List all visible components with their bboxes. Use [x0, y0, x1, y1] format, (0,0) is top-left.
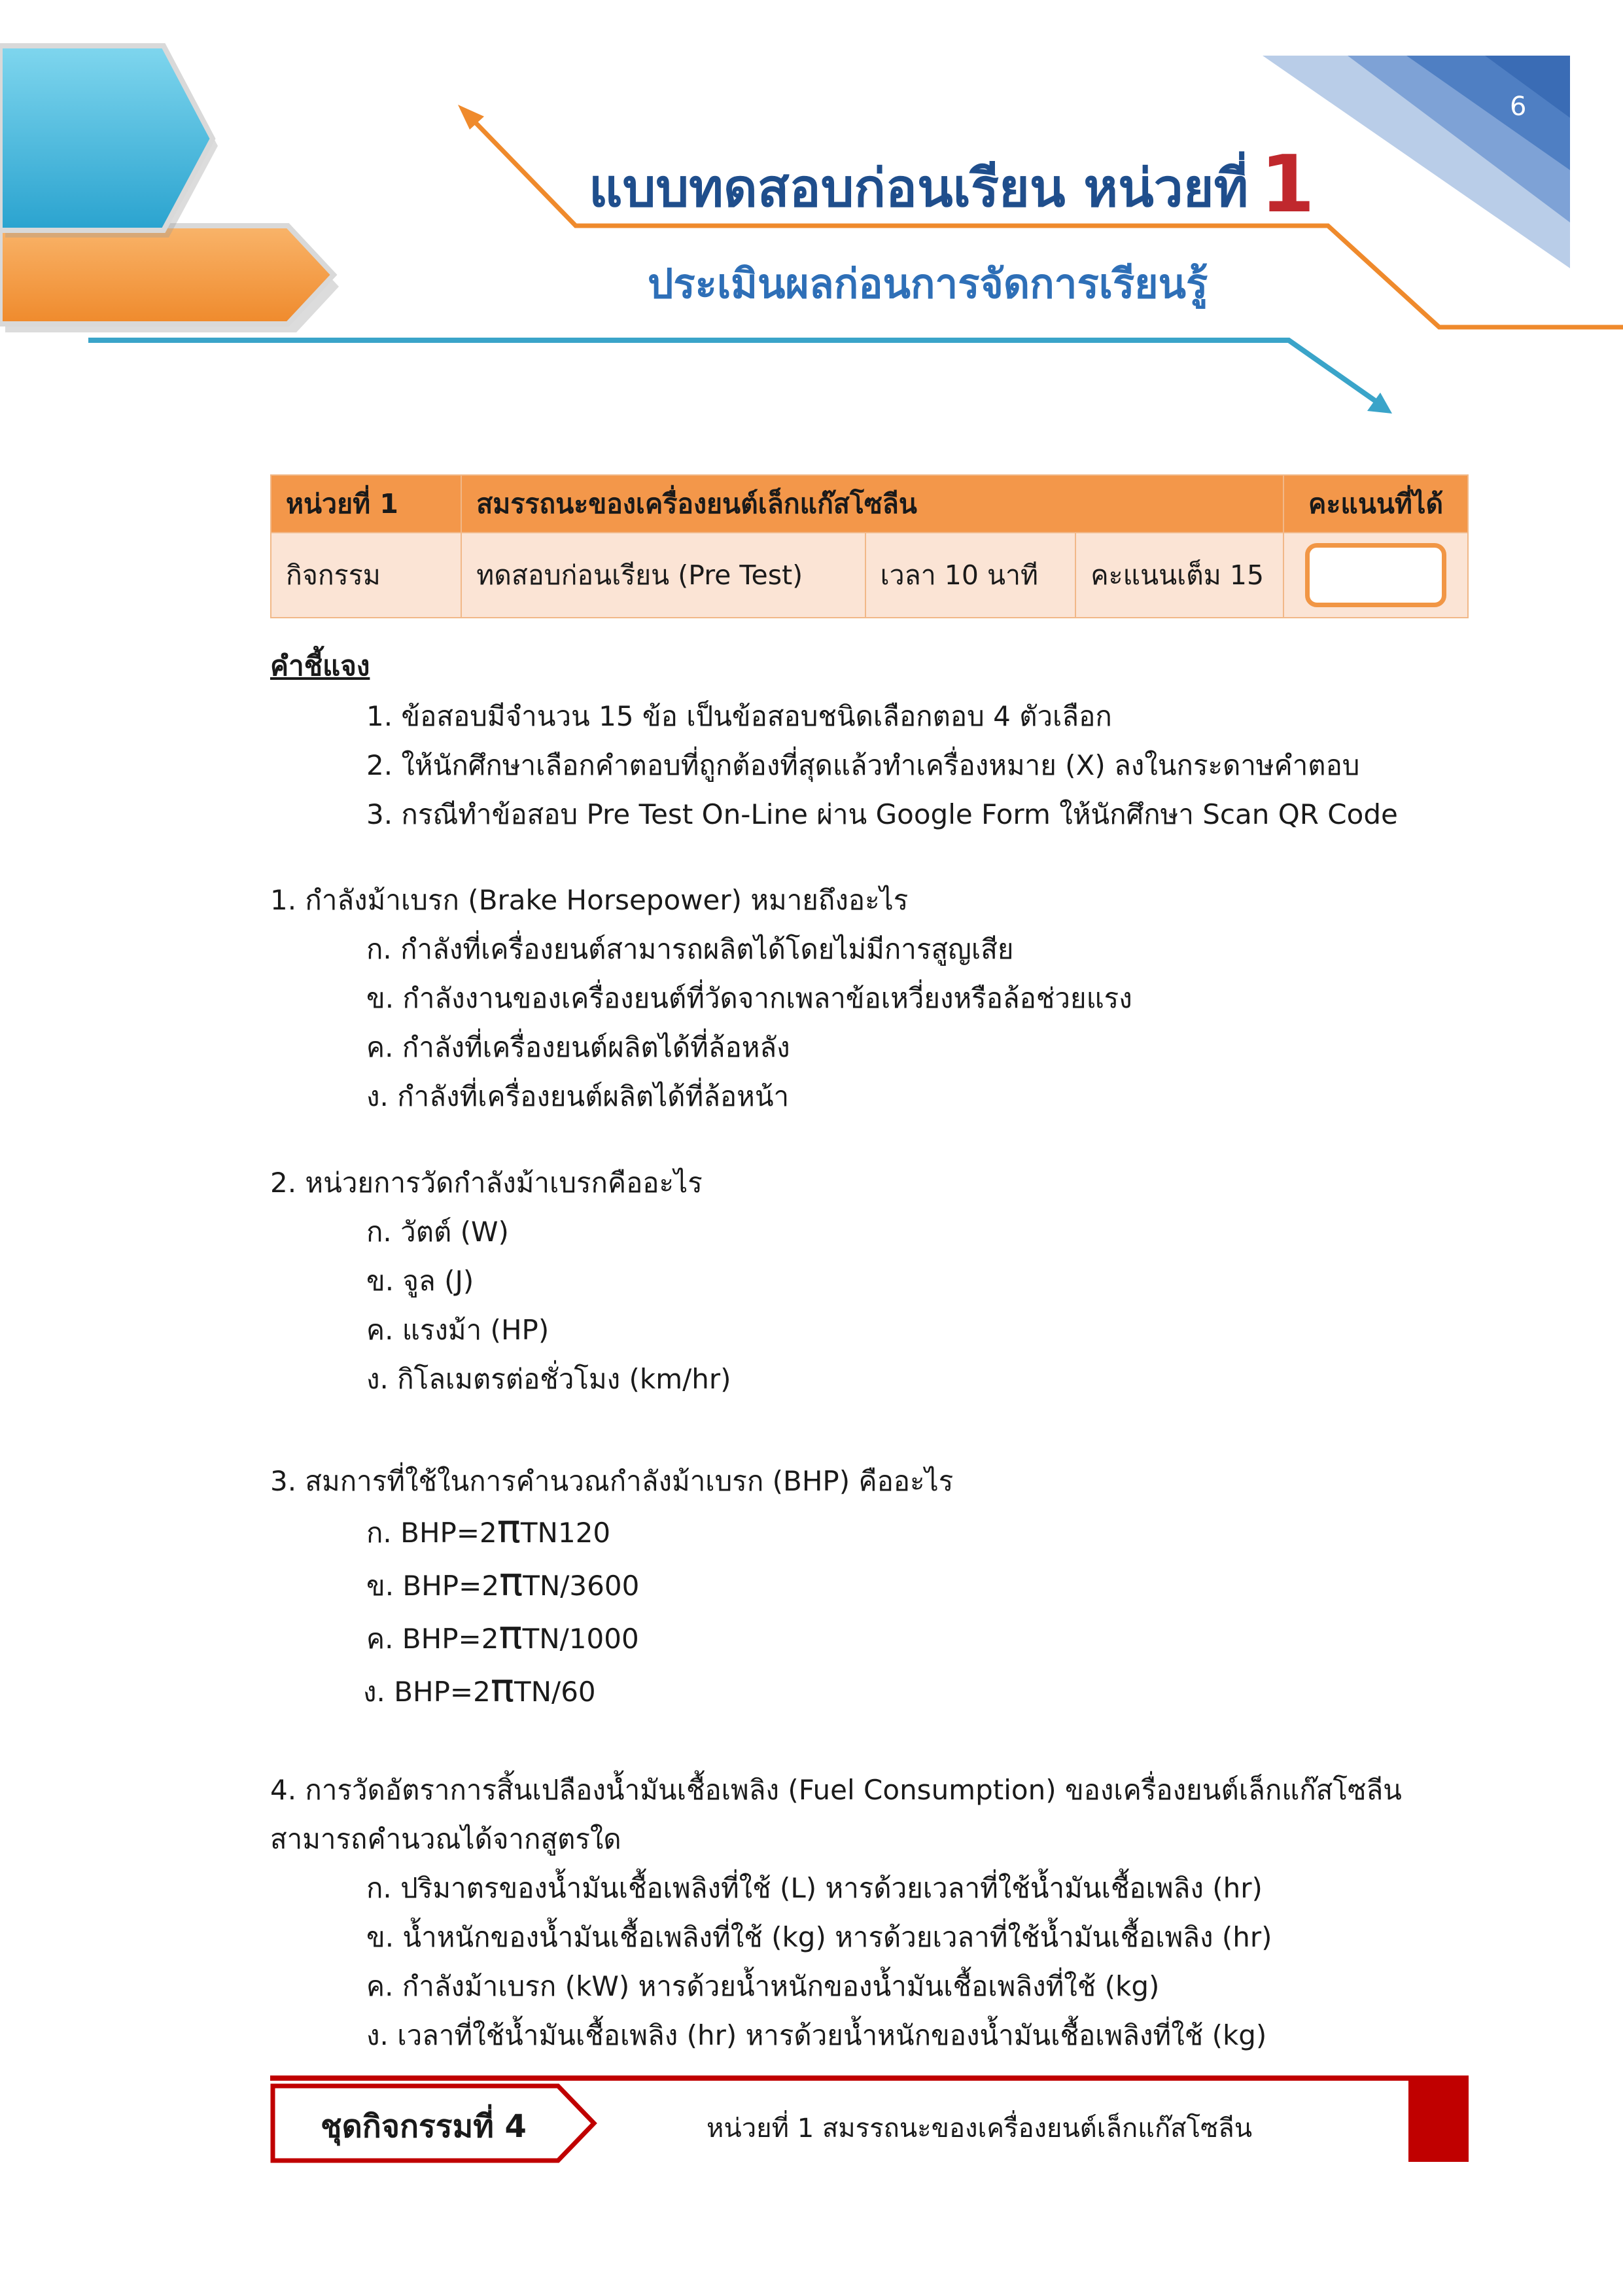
choice-suffix: TN120	[520, 1517, 611, 1549]
question-1-choice-d: ง. กำลังที่เครื่องยนต์ผลิตได้ที่ล้อหน้า	[366, 1080, 790, 1112]
info-table-row-activity	[271, 533, 1468, 618]
blue-arrow-line	[88, 340, 1380, 404]
question-4-choice-d: ง. เวลาที่ใช้น้ำมันเชื้อเพลิง (hr) หารด้วยน้ำหนักของน้ำมันเชื้อเพลิงที่ใช้ (kg)	[366, 2019, 1267, 2051]
full-score-cell: คะแนนเต็ม 15	[1075, 533, 1283, 618]
instruction-item: 2. ให้นักศึกษาเลือกคำตอบที่ถูกต้องที่สุดแล้วทำเครื่องหมาย (X) ลงในกระดาษคำตอบ	[366, 749, 1360, 781]
instruction-item: 1. ข้อสอบมีจำนวน 15 ข้อ เป็นข้อสอบชนิดเลือกตอบ 4 ตัวเลือก	[366, 700, 1112, 732]
pi-symbol: π	[499, 1559, 523, 1605]
footer-unit-text: หน่วยที่ 1 สมรรถนะของเครื่องยนต์เล็กแก๊สโซลีน	[707, 2113, 1253, 2144]
score-box[interactable]	[1305, 543, 1446, 607]
pi-symbol: π	[497, 1506, 521, 1552]
question-2-choice-c: ค. แรงม้า (HP)	[366, 1314, 550, 1346]
question-3-choice-c	[366, 1612, 639, 1661]
pi-symbol: π	[490, 1665, 514, 1711]
question-2-choice-b: ข. จูล (J)	[366, 1265, 474, 1297]
blue-hex-shape	[0, 46, 213, 230]
question-1-choice-b: ข. กำลังงานของเครื่องยนต์ที่วัดจากเพลาข้อเหวี่ยงหรือล้อช่วยแรง	[366, 982, 1132, 1014]
question-2-choice-d: ง. กิโลเมตรต่อชั่วโมง (km/hr)	[366, 1363, 731, 1395]
choice-suffix: TN/3600	[523, 1570, 640, 1602]
orange-hex-shape	[0, 226, 334, 324]
pi-symbol: π	[498, 1612, 523, 1658]
question-2-choice-a: ก. วัตต์ (W)	[366, 1216, 509, 1248]
question-4-choice-b: ข. น้ำหนักของน้ำมันเชื้อเพลิงที่ใช้ (kg) หารด้วยเวลาที่ใช้น้ำมันเชื้อเพลิง (hr)	[366, 1921, 1272, 1953]
choice-prefix: ง. BHP=2	[363, 1676, 491, 1708]
question-3-text: 3. สมการที่ใช้ในการคำนวณกำลังม้าเบรก (BHP) คืออะไร	[270, 1465, 954, 1497]
instructions-heading: คำชี้แจง	[270, 650, 370, 682]
page-title-number: 1	[1260, 139, 1315, 230]
question-1-choice-c: ค. กำลังที่เครื่องยนต์ผลิตได้ที่ล้อหลัง	[366, 1031, 790, 1063]
question-1-text: 1. กำลังม้าเบรก (Brake Horsepower) หมายถึงอะไร	[270, 884, 909, 916]
question-1-choice-a: ก. กำลังที่เครื่องยนต์สามารถผลิตได้โดยไม่มีการสูญเสีย	[366, 933, 1014, 965]
choice-suffix: TN/1000	[522, 1623, 639, 1655]
page-title-text: แบบทดสอบก่อนเรียน หน่วยที่	[589, 158, 1249, 219]
choice-prefix: ข. BHP=2	[366, 1570, 500, 1602]
choice-prefix: ค. BHP=2	[366, 1623, 499, 1655]
question-3-choice-d	[363, 1665, 596, 1714]
choice-prefix: ก. BHP=2	[366, 1517, 497, 1549]
choice-suffix: TN/60	[514, 1676, 596, 1708]
score-label-cell: คะแนนที่ได้	[1283, 475, 1468, 533]
page-subtitle: ประเมินผลก่อนการจัดการเรียนรู้	[648, 260, 1208, 308]
page-number: 6	[1510, 92, 1527, 122]
unit-label-cell: หน่วยที่ 1	[271, 475, 461, 533]
score-input-cell	[1283, 533, 1468, 618]
time-cell: เวลา 10 นาที	[865, 533, 1076, 618]
instruction-item: 3. กรณีทำข้อสอบ Pre Test On-Line ผ่าน Google Form ให้นักศึกษา Scan QR Code	[366, 798, 1398, 830]
unit-name-cell: สมรรถนะของเครื่องยนต์เล็กแก๊สโซลีน	[461, 475, 1283, 533]
question-4-text-cont: สามารถคำนวณได้จากสูตรใด	[270, 1823, 621, 1855]
question-2-text: 2. หน่วยการวัดกำลังม้าเบรกคืออะไร	[270, 1167, 703, 1199]
page-title	[589, 134, 1315, 230]
question-3-choice-b	[366, 1559, 640, 1608]
footer-activity-set: ชุดกิจกรรมที่ 4	[321, 2108, 527, 2145]
question-3-choice-a	[366, 1506, 611, 1555]
activity-name-cell: ทดสอบก่อนเรียน (Pre Test)	[461, 533, 865, 618]
info-table-row-unit	[271, 475, 1468, 533]
activity-label-cell: กิจกรรม	[271, 533, 461, 618]
question-4-text: 4. การวัดอัตราการสิ้นเปลืองน้ำมันเชื้อเพลิง (Fuel Consumption) ของเครื่องยนต์เล็กแก๊สโซลีน	[270, 1774, 1402, 1806]
info-table	[270, 474, 1469, 618]
question-4-choice-a: ก. ปริมาตรของน้ำมันเชื้อเพลิงที่ใช้ (L) หารด้วยเวลาที่ใช้น้ำมันเชื้อเพลิง (hr)	[366, 1872, 1263, 1904]
question-4-choice-c: ค. กำลังม้าเบรก (kW) หารด้วยน้ำหนักของน้ำมันเชื้อเพลิงที่ใช้ (kg)	[366, 1970, 1160, 2002]
